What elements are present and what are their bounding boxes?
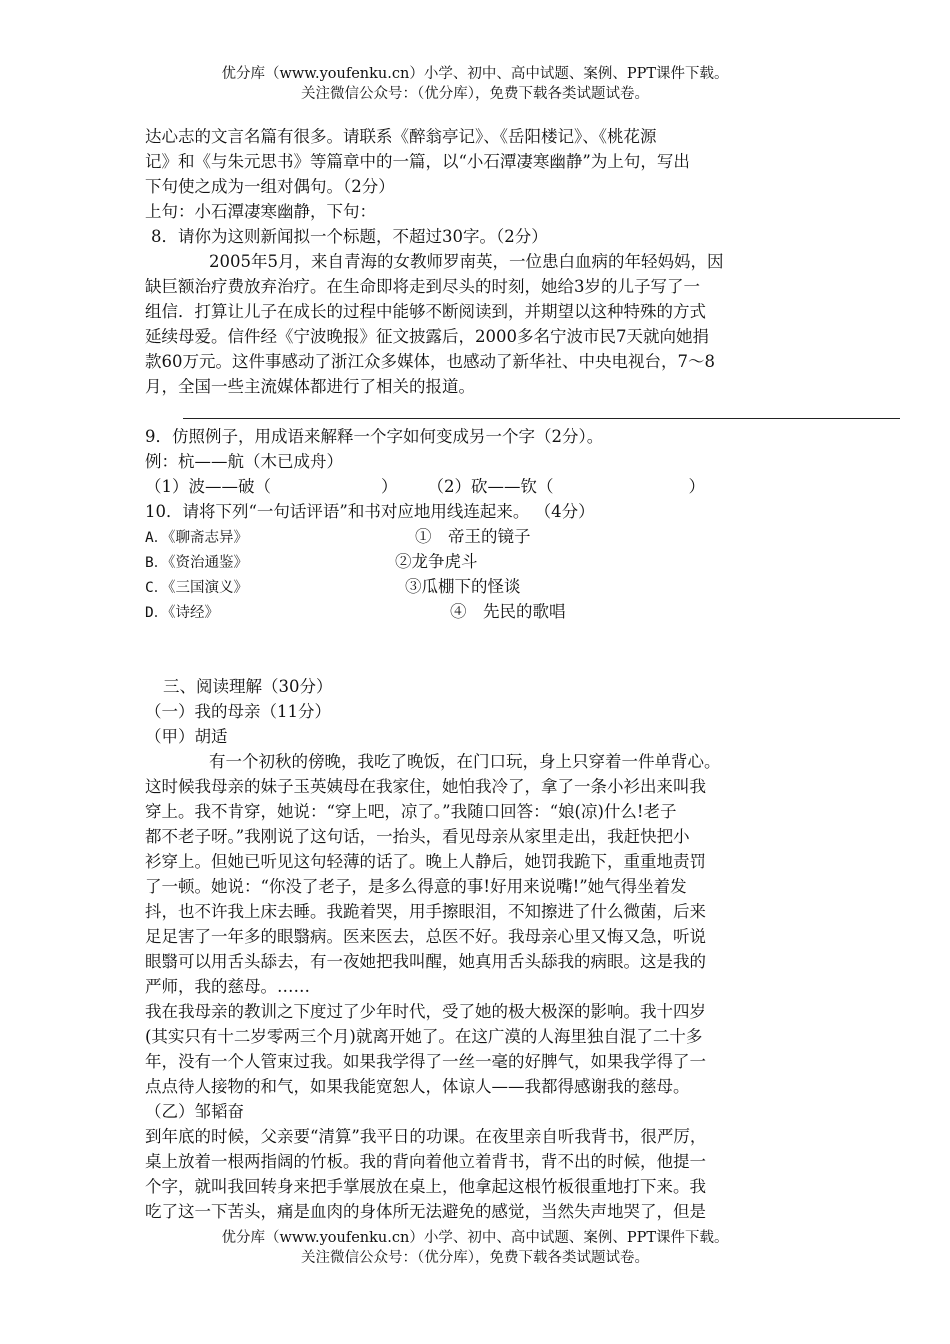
section-3-title: 三、阅读理解（30分） [163,677,333,696]
passage-jia-line: 有一个初秋的傍晚，我吃了晚饭，在门口玩，身上只穿着一件单背心。 [209,752,721,771]
passage-jia-line: 抖，也不许我上床去睡。我跪着哭，用手擦眼泪，不知擦进了什么微菌，后来 [145,902,706,921]
q10-book-b: B．《资治通鉴》 [145,555,248,571]
q10-comment-4: ④ 先民的歌唱 [450,602,566,621]
q10-book-c: C．《三国演义》 [145,580,248,596]
passage-yi-line: 个字，就叫我回转身来把手掌展放在桌上，他拿起这根竹板很重地打下来。我 [145,1177,706,1196]
passage-jia-line: 点点待人接物的和气，如果我能宽恕人，体谅人——我都得感谢我的慈母。 [145,1077,690,1096]
q10-comment-3: ③瓜棚下的怪谈 [405,577,521,596]
document-body [145,124,810,1224]
header-line-2: 关注微信公众号：（优分库），免费下载各类试题试卷。 [301,86,649,102]
q7-line: 下句使之成为一组对偶句。（2分） [145,177,395,196]
q9-item-1-close: ） [381,477,398,496]
passage-jia-heading: （甲）胡适 [145,727,228,746]
passage-jia-line: 衫穿上。但她已听见这句轻薄的话了。晚上人静后，她罚我跪下，重重地责罚 [145,852,706,871]
q8-prompt: 8．请你为这则新闻拟一个标题，不超过30字。（2分） [151,227,548,246]
passage-jia-line: 穿上。我不肯穿，她说：“穿上吧，凉了。”我随口回答：“娘(凉)什么!老子 [145,802,677,821]
q8-news-line: 月，全国一些主流媒体都进行了相关的报道。 [145,377,475,396]
passage-jia-line: 都不老子呀。”我刚说了这句话，一抬头，看见母亲从家里走出，我赶快把小 [145,827,690,846]
footer-line-1: 优分库（www.youfenku.cn）小学、初中、高中试题、案例、PPT课件下载。 [221,1230,729,1246]
passage-jia-line: 眼翳可以用舌头舔去，有一夜她把我叫醒，她真用舌头舔我的病眼。这是我的 [145,952,706,971]
q8-news-line: 延续母爱。信件经《宁波晚报》征文披露后，2000多名宁波市民7天就向她捐 [145,327,709,346]
q10-book-a: A．《聊斋志异》 [145,530,248,546]
q10-row [145,549,810,574]
section-3-part-1: （一）我的母亲（11分） [145,702,331,721]
q8-news-line: 缺巨额治疗费放弃治疗。在生命即将走到尽头的时刻，她给3岁的儿子写了一 [145,277,700,296]
q10-prompt: 10．请将下列“一句话评语”和书对应地用线连起来。 （4分） [145,502,595,521]
q10-comment-1: ① 帝王的镜子 [415,527,531,546]
passage-yi-line: 桌上放着一根两指阔的竹板。我的背向着他立着背书，背不出的时候，他提一 [145,1152,706,1171]
passage-jia-line: (其实只有十二岁零两三个月)就离开她了。在这广漠的人海里独自混了二十多 [145,1027,703,1046]
q9-items [145,474,810,499]
q9-item-1: （1）波——破（ [145,477,271,496]
q9-prompt: 9．仿照例子，用成语来解释一个字如何变成另一个字（2分）。 [145,427,604,446]
q10-row [145,599,810,624]
passage-jia-line: 我在我母亲的教训之下度过了少年时代，受了她的极大极深的影响。我十四岁 [145,1002,706,1021]
q10-comment-2: ②龙争虎斗 [395,552,478,571]
page-header [0,64,950,104]
q8-news-line: 2005年5月，来自青海的女教师罗南英，一位患白血病的年轻妈妈，因 [209,252,724,271]
header-line-1: 优分库（www.youfenku.cn）小学、初中、高中试题、案例、PPT课件下载。 [221,66,729,82]
passage-jia-line: 严师，我的慈母。…… [145,977,310,996]
passage-yi-heading: （乙）邹韬奋 [145,1102,244,1121]
q10-book-d: D．《诗经》 [145,605,219,621]
q9-example: 例：杭——航（木已成舟） [145,452,343,471]
q8-answer-rule [183,418,900,419]
passage-yi-line: 到年底的时候，父亲要“清算”我平日的功课。在夜里亲自听我背书，很严厉， [145,1127,707,1146]
footer-line-2: 关注微信公众号：（优分库），免费下载各类试题试卷。 [301,1250,649,1266]
passage-jia-line: 了一顿。她说：“你没了老子，是多么得意的事!好用来说嘴!”她气得坐着发 [145,877,687,896]
q8-news-line: 款60万元。这件事感动了浙江众多媒体，也感动了新华社、中央电视台，7～8 [145,352,715,371]
q7-line: 达心志的文言名篇有很多。请联系《醉翁亭记》、《岳阳楼记》、《桃花源 [145,127,657,146]
q7-answer-line: 上句：小石潭凄寒幽静，下句： [145,202,376,221]
q9-item-2: （2）砍——钦（ [427,477,554,496]
page-footer [0,1228,950,1268]
q10-row [145,524,810,549]
q9-item-2-close: ） [688,477,705,496]
q10-row [145,574,810,599]
q8-news-line: 组信．打算让儿子在成长的过程中能够不断阅读到，并期望以这种特殊的方式 [145,302,706,321]
passage-jia-line: 年，没有一个人管束过我。如果我学得了一丝一毫的好脾气，如果我学得了一 [145,1052,706,1071]
passage-jia-line: 这时候我母亲的妹子玉英姨母在我家住，她怕我冷了，拿了一条小衫出来叫我 [145,777,706,796]
passage-jia-line: 足足害了一年多的眼翳病。医来医去，总医不好。我母亲心里又悔又急，听说 [145,927,706,946]
passage-yi-line: 吃了这一下苦头，痛是血肉的身体所无法避免的感觉，当然失声地哭了，但是 [145,1202,706,1221]
q7-line: 记》和《与朱元思书》等篇章中的一篇，以“小石潭凄寒幽静”为上句，写出 [145,152,690,171]
